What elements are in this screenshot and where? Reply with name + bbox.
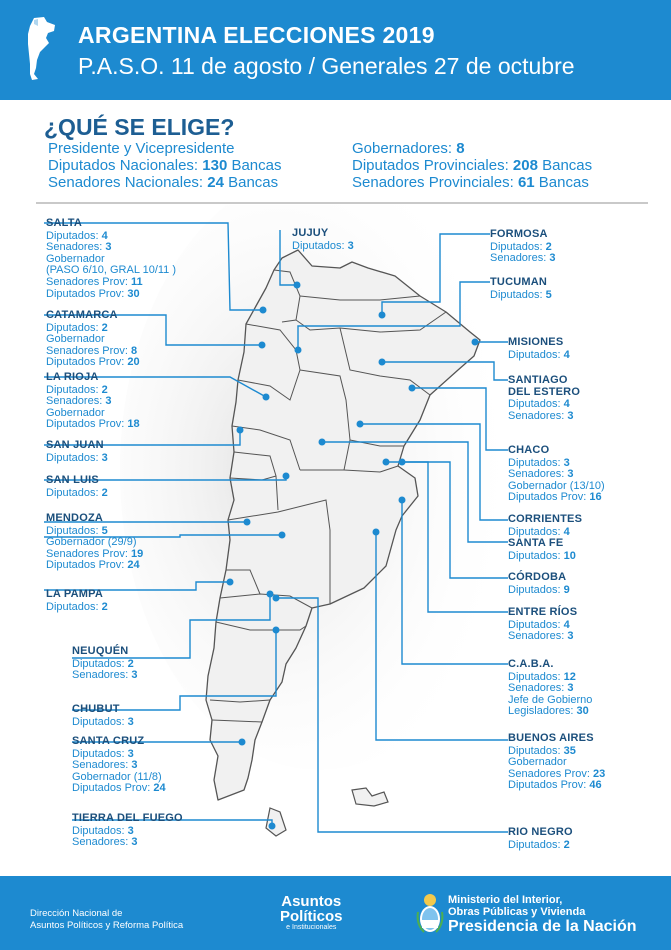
province-detail: Senadores Prov: 8 xyxy=(46,344,138,357)
province-detail: Senadores: 3 xyxy=(46,395,112,408)
santa-fe-marker xyxy=(319,439,326,446)
san-luis-2-marker xyxy=(279,532,286,539)
elected-item: Gobernadores: 8 xyxy=(352,140,465,157)
province-detail: Diputados Prov: 24 xyxy=(72,782,166,795)
province-tucuman xyxy=(490,277,552,301)
province-name: CORRIENTES xyxy=(508,513,583,525)
footer xyxy=(0,876,671,950)
ministry-label: Ministerio del Interior, Obras Públicas y Vivienda Presidencia de la Nación xyxy=(448,894,637,935)
catamarca-marker xyxy=(259,342,266,349)
header-title: ARGENTINA ELECCIONES 2019 xyxy=(78,22,435,48)
entre-rios-marker xyxy=(399,459,406,466)
chubut-marker xyxy=(273,627,280,634)
elected-item: Presidente y Vicepresidente xyxy=(48,140,235,157)
province-detail: Gobernador xyxy=(508,756,567,769)
province-detail: Senadores Prov: 23 xyxy=(508,767,606,780)
province-c-a-b-a- xyxy=(508,659,592,718)
province-detail: Diputados: 10 xyxy=(508,549,576,562)
header-subtitle: P.A.S.O. 11 de agosto / Generales 27 de octubre xyxy=(78,53,575,79)
province-name: JUJUY xyxy=(292,227,329,239)
province-name: LA PAMPA xyxy=(46,588,104,600)
province-name: LA RIOJA xyxy=(46,371,99,383)
elected-item: Senadores Provinciales: 61 Bancas xyxy=(352,174,589,191)
san-juan-marker xyxy=(237,427,244,434)
province-detail: Diputados: 2 xyxy=(46,321,108,334)
province-name: SANTA FE xyxy=(508,537,564,549)
province-san-luis xyxy=(46,475,108,499)
province-detail: (PASO 6/10, GRAL 10/11 ) xyxy=(46,264,177,277)
province-san-juan xyxy=(46,440,108,464)
province-detail: Diputados: 12 xyxy=(508,670,576,683)
elected-item: Diputados Nacionales: 130 Bancas xyxy=(48,157,282,174)
province-detail: Senadores: 3 xyxy=(508,630,574,643)
tucuman-marker xyxy=(295,347,302,354)
province-detail: Senadores: 3 xyxy=(46,241,112,254)
rio-negro-marker xyxy=(273,595,280,602)
province-name: SAN LUIS xyxy=(46,474,99,486)
province-detail: Diputados Prov: 30 xyxy=(46,287,140,300)
province-name: FORMOSA xyxy=(490,228,548,240)
province-corrientes xyxy=(508,514,582,538)
province-rio-negro xyxy=(508,827,573,851)
province-detail: Senadores Prov: 19 xyxy=(46,547,144,560)
section-title: ¿QUÉ SE ELIGE? xyxy=(44,114,235,140)
cordoba-marker xyxy=(383,459,390,466)
province-detail: Diputados: 4 xyxy=(508,348,570,361)
province-name: NEUQUÉN xyxy=(72,645,129,657)
province-chubut xyxy=(72,704,134,728)
chaco-marker xyxy=(409,385,416,392)
misiones-marker xyxy=(472,339,479,346)
province-detail: Diputados Prov: 20 xyxy=(46,356,140,369)
province-detail: Diputados: 5 xyxy=(46,524,108,537)
province-name: MISIONES xyxy=(508,336,564,348)
province-detail: Diputados: 3 xyxy=(72,715,134,728)
formosa-marker xyxy=(379,312,386,319)
province-entre-ríos xyxy=(508,607,577,643)
neuquen-marker xyxy=(267,591,274,598)
province-detail: Diputados: 2 xyxy=(490,240,552,253)
province-detail: Legisladores: 30 xyxy=(508,705,589,718)
province-santiago-del-estero xyxy=(508,375,580,422)
province-name: CATAMARCA xyxy=(46,309,118,321)
province-detail: Senadores: 3 xyxy=(72,669,138,682)
province-detail: Diputados Prov: 18 xyxy=(46,418,140,431)
province-detail: Diputados: 3 xyxy=(72,747,134,760)
province-detail: Senadores Prov: 11 xyxy=(46,275,143,288)
tierra-del-fuego-marker xyxy=(269,823,276,830)
province-la-rioja xyxy=(46,372,140,431)
caba-marker xyxy=(399,497,406,504)
province-detail: Diputados Prov: 16 xyxy=(508,491,602,504)
province-formosa xyxy=(490,229,555,265)
province-detail: Diputados: 35 xyxy=(508,744,576,757)
province-detail: Diputados: 3 xyxy=(46,451,108,464)
la-pampa-marker xyxy=(227,579,234,586)
province-detail: Diputados Prov: 46 xyxy=(508,779,602,792)
province-name: RIO NEGRO xyxy=(508,826,573,838)
salta-marker xyxy=(260,307,267,314)
province-detail: Diputados: 4 xyxy=(508,618,570,631)
province-detail: Senadores: 3 xyxy=(72,836,138,849)
province-name: SANTA CRUZ xyxy=(72,735,145,747)
elected-item: Diputados Provinciales: 208 Bancas xyxy=(352,157,593,174)
province-name: C.A.B.A. xyxy=(508,658,554,670)
province-detail: Senadores: 3 xyxy=(490,252,556,265)
province-córdoba xyxy=(508,572,570,596)
province-name: ENTRE RÍOS xyxy=(508,606,578,618)
province-detail: Diputados: 4 xyxy=(46,229,108,242)
malvinas-shape xyxy=(352,788,388,806)
province-detail: Diputados: 2 xyxy=(508,838,570,851)
province-name: BUENOS AIRES xyxy=(508,732,594,744)
buenos-aires-marker xyxy=(373,529,380,536)
argentina-map-icon xyxy=(24,16,58,82)
province-detail: Diputados: 3 xyxy=(292,239,354,252)
province-name: SALTA xyxy=(46,217,83,229)
province-mendoza xyxy=(46,513,143,572)
province-name: CHUBUT xyxy=(72,703,120,715)
province-name: TUCUMAN xyxy=(490,276,548,288)
header-banner xyxy=(0,0,671,100)
elected-left xyxy=(48,140,282,191)
divider xyxy=(36,202,648,204)
province-name: SAN JUAN xyxy=(46,439,104,451)
province-catamarca xyxy=(46,310,140,369)
province-santa-fe xyxy=(508,538,576,562)
santiago-marker xyxy=(379,359,386,366)
province-detail: Diputados: 3 xyxy=(72,824,134,837)
province-detail: Diputados: 2 xyxy=(46,383,108,396)
province-detail: Diputados: 4 xyxy=(508,525,570,538)
province-misiones xyxy=(508,337,570,361)
mendoza-marker xyxy=(244,519,251,526)
province-name: SANTIAGO DEL ESTERO xyxy=(508,374,581,398)
province-detail: Diputados: 9 xyxy=(508,583,570,596)
province-detail: Senadores: 3 xyxy=(72,759,138,772)
province-detail: Diputados: 5 xyxy=(490,288,552,301)
province-detail: Diputados: 4 xyxy=(508,398,570,411)
province-santa-cruz xyxy=(72,736,166,795)
corrientes-marker xyxy=(357,421,364,428)
elected-item: Senadores Nacionales: 24 Bancas xyxy=(48,174,279,191)
province-name: TIERRA DEL FUEGO xyxy=(72,812,183,824)
province-detail: Gobernador xyxy=(46,252,105,265)
province-detail: Diputados Prov: 24 xyxy=(46,559,140,572)
la-rioja-marker xyxy=(263,394,270,401)
province-detail: Senadores: 3 xyxy=(508,682,574,695)
province-detail: Gobernador (13/10) xyxy=(508,479,605,492)
province-detail: Senadores: 3 xyxy=(508,409,574,422)
province-detail: Gobernador xyxy=(46,333,105,346)
province-detail: Jefe de Gobierno xyxy=(508,693,593,706)
jujuy-marker xyxy=(294,282,301,289)
asuntos-politicos-logo: Asuntos Políticos e Institucionales xyxy=(280,893,343,931)
footer-direction: Dirección Nacional de Asuntos Políticos y Reforma Política xyxy=(30,908,184,931)
province-salta xyxy=(46,218,176,300)
coat-of-arms-icon xyxy=(416,892,444,936)
province-name: CÓRDOBA xyxy=(508,571,567,583)
san-luis-marker xyxy=(283,473,290,480)
province-detail: Gobernador (11/8) xyxy=(72,770,162,783)
province-tierra-del-fuego xyxy=(72,813,183,849)
elected-right xyxy=(352,140,592,191)
santa-cruz-marker xyxy=(239,739,246,746)
province-detail: Gobernador (29/9) xyxy=(46,536,137,549)
tierra-del-fuego-shape xyxy=(266,808,286,836)
province-chaco xyxy=(508,445,605,504)
province-detail: Diputados: 2 xyxy=(46,486,108,499)
province-name: MENDOZA xyxy=(46,512,104,524)
province-buenos-aires xyxy=(508,733,605,792)
province-name: CHACO xyxy=(508,444,550,456)
province-neuquén xyxy=(72,646,137,682)
province-jujuy xyxy=(292,228,354,252)
province-detail: Gobernador xyxy=(46,406,105,419)
province-la-pampa xyxy=(46,589,108,613)
province-detail: Diputados: 2 xyxy=(46,600,108,613)
province-detail: Senadores: 3 xyxy=(508,468,574,481)
province-detail: Diputados: 3 xyxy=(508,456,570,469)
province-detail: Diputados: 2 xyxy=(72,657,134,670)
